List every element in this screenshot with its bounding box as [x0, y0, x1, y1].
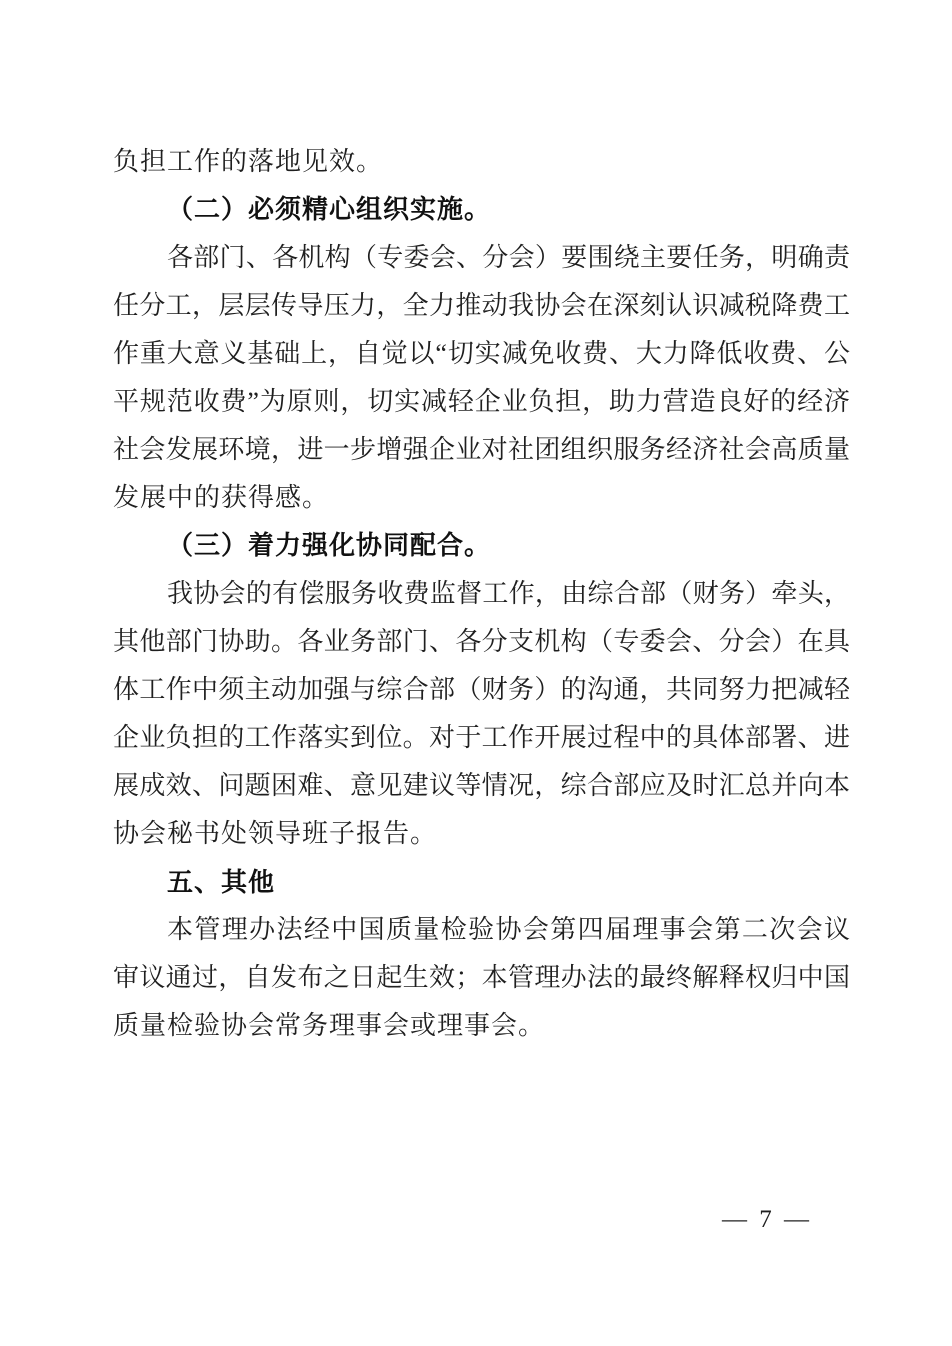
- text-line: 本管理办法经中国质量检验协会第四届理事会第二次会议: [167, 915, 850, 944]
- text-line: 我协会的有偿服务收费监督工作，由综合部（财务）牵头，: [167, 579, 850, 608]
- document-body: [113, 138, 850, 1050]
- text-line: 协会秘书处领导班子报告。: [113, 819, 438, 848]
- section-heading: 五、其他: [167, 867, 276, 897]
- text-line: 质量检验协会常务理事会或理事会。: [113, 1011, 546, 1040]
- text-line: 其他部门协助。各业务部门、各分支机构（专委会、分会）在具: [113, 627, 850, 656]
- text-line: 审议通过，自发布之日起生效；本管理办法的最终解释权归中国: [113, 963, 850, 992]
- text-line: 体工作中须主动加强与综合部（财务）的沟通，共同努力把减轻: [113, 675, 850, 704]
- text-line: 各部门、各机构（专委会、分会）要围绕主要任务，明确责: [167, 243, 850, 272]
- text-line: 作重大意义基础上，自觉以“切实减免收费、大力降低收费、公: [113, 339, 850, 368]
- text-line: 社会发展环境，进一步增强企业对社团组织服务经济社会高质量: [113, 435, 850, 464]
- text-line: 发展中的获得感。: [113, 483, 330, 512]
- text-line: 企业负担的工作落实到位。对于工作开展过程中的具体部署、进: [113, 723, 850, 752]
- text-line: 任分工，层层传导压力，全力推动我协会在深刻认识减税降费工: [113, 291, 850, 320]
- section-heading: （三）着力强化协同配合。: [167, 531, 492, 560]
- text-line: 平规范收费”为原则，切实减轻企业负担，助力营造良好的经济: [113, 387, 850, 416]
- page-number: — 7 —: [722, 1206, 812, 1233]
- section-heading: （二）必须精心组织实施。: [167, 195, 492, 224]
- text-line: 负担工作的落地见效。: [113, 147, 384, 176]
- text-line: 展成效、问题困难、意见建议等情况，综合部应及时汇总并向本: [113, 771, 850, 800]
